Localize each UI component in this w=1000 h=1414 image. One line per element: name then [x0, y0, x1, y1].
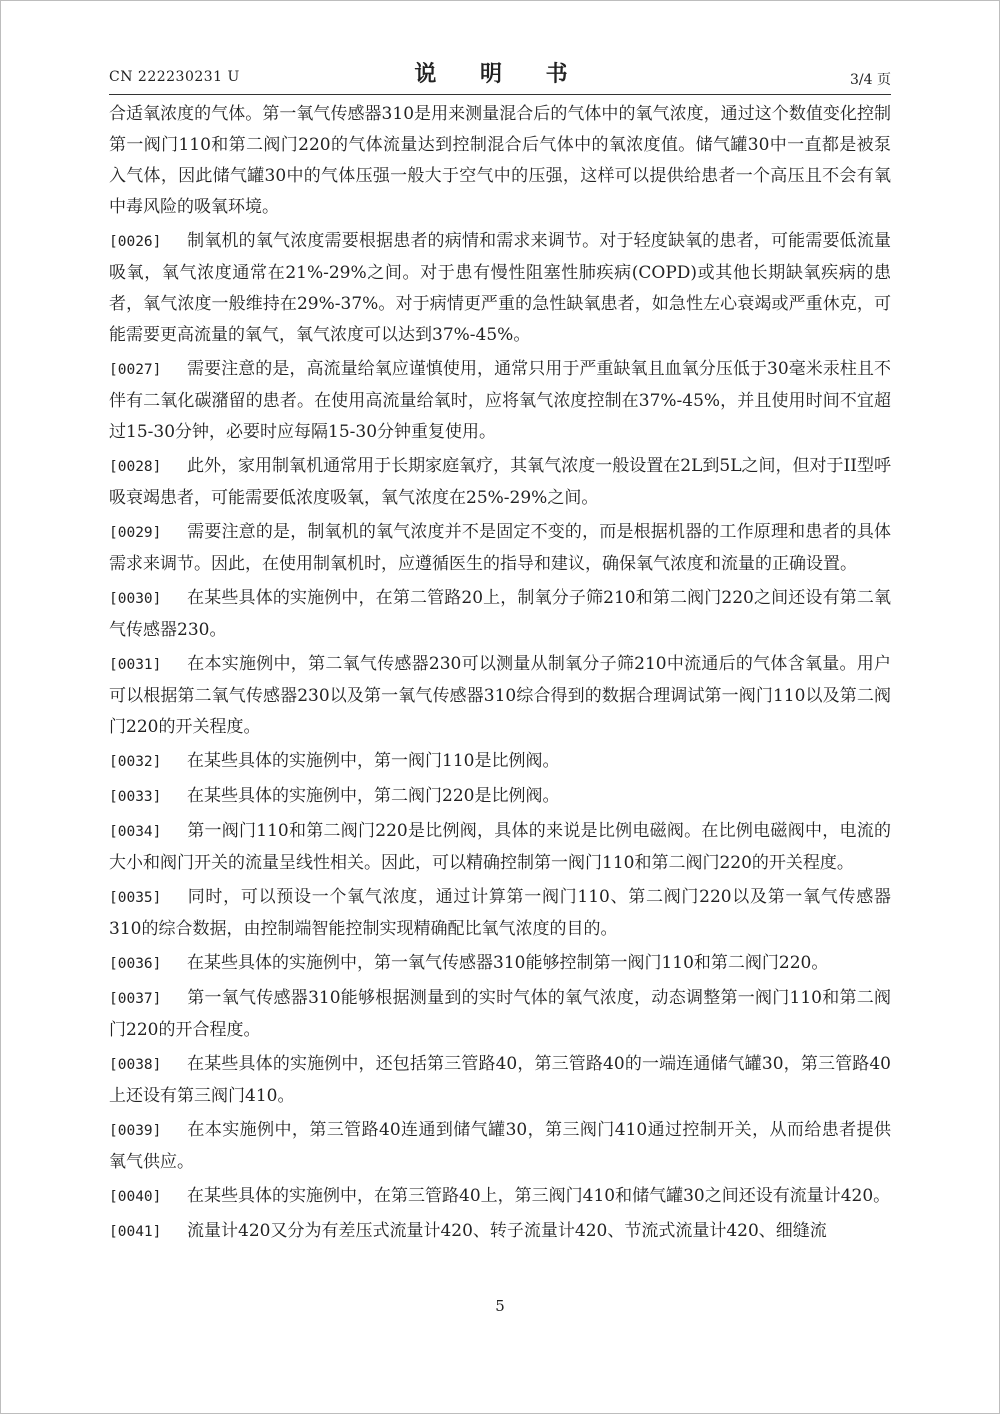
paragraph-0028 [109, 451, 891, 514]
paragraph-number: [0027] [109, 362, 162, 378]
paragraph-number: [0036] [109, 956, 162, 972]
paragraph-text: 在本实施例中，第二氧气传感器230可以测量从制氧分子筛210中流通后的气体含氧量。用户可以根据第二氧气传感器230以及第一氧气传感器310综合得到的数据合理调试第一阀门110以及第二阀门220的开关程度。 [109, 654, 891, 737]
intro-paragraph: 合适氧浓度的气体。第一氧气传感器310是用来测量混合后的气体中的氧气浓度，通过这个数值变化控制第一阀门110和第二阀门220的气体流量达到控制混合后气体中的氧浓度值。储气罐30中一直都是被泵入气体，因此储气罐30中的气体压强一般大于空气中的压强，这样可以提供给患者一个高压且不会有氧中毒风险的吸氧环境。 [109, 104, 891, 217]
header-divider [109, 94, 891, 95]
paragraph-text: 在某些具体的实施例中，在第三管路40上，第三阀门410和储气罐30之间还设有流量计420。 [187, 1186, 891, 1206]
paragraph-0029 [109, 517, 891, 580]
paragraph-text: 同时，可以预设一个氧气浓度，通过计算第一阀门110、第二阀门220以及第一氧气传感器310的综合数据，由控制端智能控制实现精确配比氧气浓度的目的。 [109, 887, 891, 939]
paragraph-0026 [109, 226, 891, 351]
paragraph-text: 第一氧气传感器310能够根据测量到的实时气体的氧气浓度，动态调整第一阀门110和第二阀门220的开合程度。 [109, 988, 891, 1040]
paragraph-text: 在本实施例中，第三管路40连通到储气罐30，第三阀门410通过控制开关，从而给患者提供氧气供应。 [109, 1120, 891, 1172]
document-title: 说 明 书 [414, 61, 586, 87]
paragraph-0038 [109, 1049, 891, 1112]
paragraph-0036 [109, 948, 891, 980]
paragraph-number: [0039] [109, 1123, 162, 1139]
paragraph-number: [0031] [109, 657, 162, 673]
publication-number: CN 222230231 U [109, 69, 240, 85]
paragraph-0035 [109, 882, 891, 945]
paragraph-number: [0038] [109, 1057, 162, 1073]
paragraph-0030 [109, 583, 891, 646]
paragraph-text: 在某些具体的实施例中，在第二管路20上，制氧分子筛210和第二阀门220之间还设有第二氧气传感器230。 [109, 588, 891, 640]
paragraph-0034 [109, 816, 891, 879]
paragraph-number: [0037] [109, 991, 162, 1007]
paragraph-0041 [109, 1216, 891, 1248]
paragraph-number: [0035] [109, 890, 162, 906]
paragraph-number: [0029] [109, 525, 162, 541]
paragraph-number: [0033] [109, 789, 162, 805]
page-number: 5 [495, 1297, 505, 1315]
page-index: 3/4 页 [850, 72, 891, 88]
paragraph-number: [0026] [109, 234, 162, 250]
paragraph-number: [0032] [109, 754, 162, 770]
paragraph-number: [0030] [109, 591, 162, 607]
paragraph-text: 需要注意的是，制氧机的氧气浓度并不是固定不变的，而是根据机器的工作原理和患者的具体需求来调节。因此，在使用制氧机时，应遵循医生的指导和建议，确保氧气浓度和流量的正确设置。 [109, 522, 891, 574]
paragraph-number: [0028] [109, 459, 162, 475]
paragraph-text: 在某些具体的实施例中，还包括第三管路40，第三管路40的一端连通储气罐30，第三管路40上还设有第三阀门410。 [109, 1054, 891, 1106]
paragraph-0027 [109, 354, 891, 448]
paragraph-text: 在某些具体的实施例中，第一氧气传感器310能够控制第一阀门110和第二阀门220。 [187, 953, 829, 973]
paragraph-0031 [109, 649, 891, 743]
paragraph-text: 此外，家用制氧机通常用于长期家庭氧疗，其氧气浓度一般设置在2L到5L之间，但对于II型呼吸衰竭患者，可能需要低浓度吸氧，氧气浓度在25%-29%之间。 [109, 456, 891, 508]
paragraph-text: 制氧机的氧气浓度需要根据患者的病情和需求来调节。对于轻度缺氧的患者，可能需要低流量吸氧，氧气浓度通常在21%-29%之间。对于患有慢性阻塞性肺疾病(COPD)或其他长期缺氧疾病的患者，氧气浓度一般维持在29%-37%。对于病情更严重的急性缺氧患者，如急性左心衰竭或严重休克，可能需要更高流量的氧气，氧气浓度可以达到37%-45%。 [109, 231, 891, 345]
paragraph-text: 在某些具体的实施例中，第二阀门220是比例阀。 [187, 786, 560, 806]
page-header [109, 57, 891, 93]
paragraph-0039 [109, 1115, 891, 1178]
paragraph-text: 在某些具体的实施例中，第一阀门110是比例阀。 [187, 751, 560, 771]
paragraph-number: [0034] [109, 824, 162, 840]
paragraph-0040 [109, 1181, 891, 1213]
paragraph-0032 [109, 746, 891, 778]
document-body [109, 99, 891, 1251]
paragraph-number: [0040] [109, 1189, 162, 1205]
paragraph-text: 流量计420又分为有差压式流量计420、转子流量计420、节流式流量计420、细缝流 [187, 1221, 827, 1241]
paragraph-number: [0041] [109, 1224, 162, 1240]
paragraph-text: 需要注意的是，高流量给氧应谨慎使用，通常只用于严重缺氧且血氧分压低于30毫米汞柱且不伴有二氧化碳潴留的患者。在使用高流量给氧时，应将氧气浓度控制在37%-45%，并且使用时间不宜超过15-30分钟，必要时应每隔15-30分钟重复使用。 [109, 359, 891, 442]
paragraph-0033 [109, 781, 891, 813]
paragraph-0037 [109, 983, 891, 1046]
paragraph-text: 第一阀门110和第二阀门220是比例阀，具体的来说是比例电磁阀。在比例电磁阀中，电流的大小和阀门开关的流量呈线性相关。因此，可以精确控制第一阀门110和第二阀门220的开关程度。 [109, 821, 891, 873]
